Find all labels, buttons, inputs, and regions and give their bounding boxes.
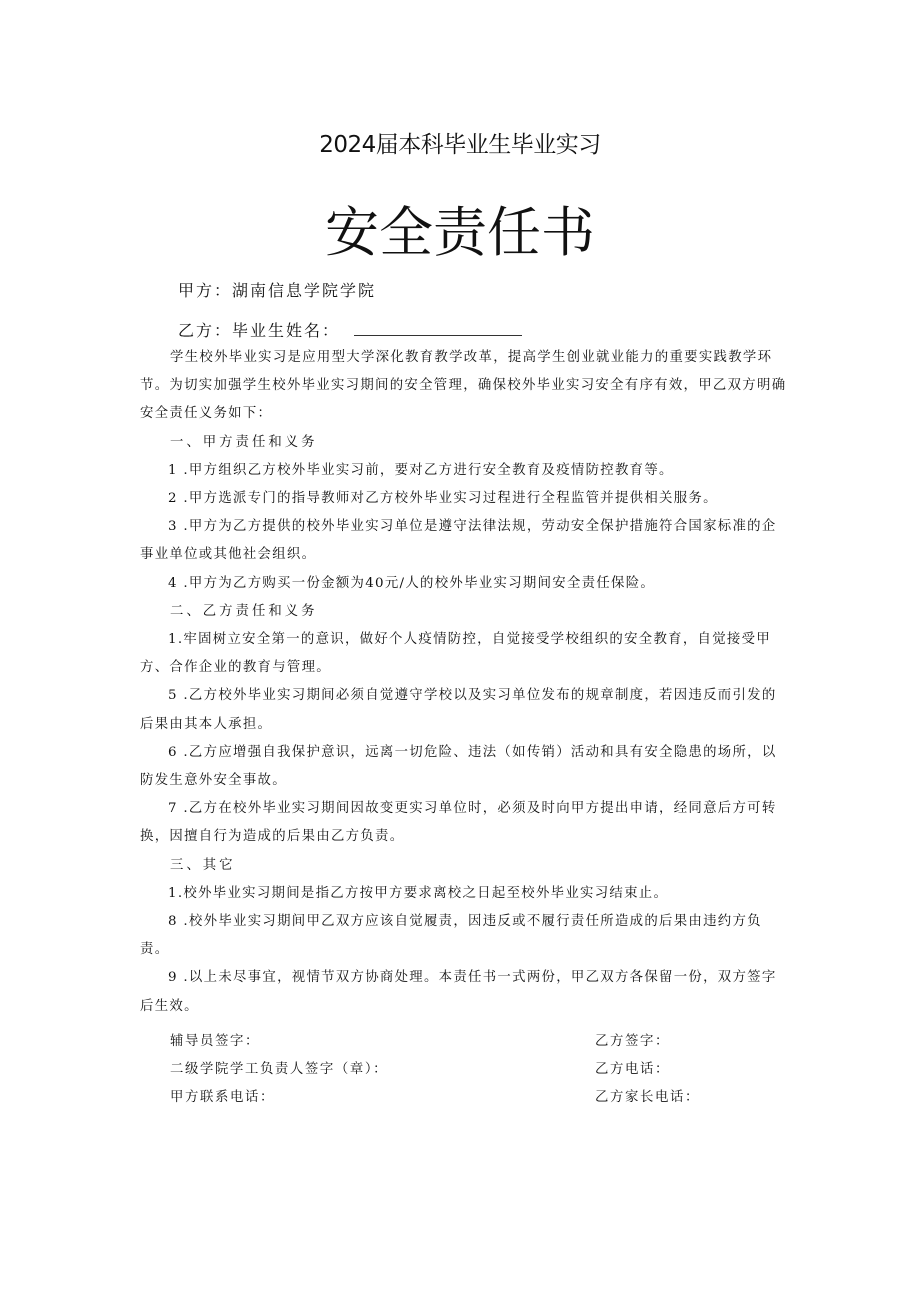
party-b-line bbox=[178, 318, 522, 341]
list-item: 1.校外毕业实习期间是指乙方按甲方要求离校之日起至校外毕业实习结束止。 bbox=[168, 885, 669, 901]
signature-row-3 bbox=[170, 1086, 730, 1105]
document-title: 安全责任书 bbox=[325, 201, 595, 264]
document-subtitle: 2024届本科毕业生毕业实习 bbox=[319, 132, 601, 158]
party-b-label: 乙方：毕业生姓名： bbox=[178, 321, 341, 340]
list-item: 8 .校外毕业实习期间甲乙双方应该自觉履责，因违反或不履行责任所造成的后果由违约方负责。 bbox=[140, 914, 762, 958]
section-heading-party-a: 一、甲方责任和义务 bbox=[170, 434, 318, 450]
dept-head-signature-label: 二级学院学工负责人签字（章）： bbox=[170, 1062, 389, 1077]
party-b-signature-label: 乙方签字： bbox=[595, 1034, 670, 1049]
list-item: 5 .乙方校外毕业实习期间必须自觉遵守学校以及实习单位发布的规章制度，若因违反而引发的后果由其本人承担。 bbox=[140, 688, 777, 732]
party-b-phone-label: 乙方电话： bbox=[595, 1062, 670, 1077]
list-item: 1.牢固树立安全第一的意识，做好个人疫情防控，自觉接受学校组织的安全教育，自觉接受甲方、合作企业的教育与管理。 bbox=[140, 632, 771, 676]
party-a-phone-label: 甲方联系电话： bbox=[170, 1090, 275, 1105]
parent-phone-label: 乙方家长电话： bbox=[595, 1090, 700, 1105]
list-item: 9 .以上未尽事宜，视情节双方协商处理。本责任书一式两份，甲乙双方各保留一份，双方签字后生效。 bbox=[140, 970, 777, 1014]
list-item: 7 .乙方在校外毕业实习期间因故变更实习单位时，必须及时向甲方提出申请，经同意后方可转换，因擅自行为造成的后果由乙方负责。 bbox=[140, 801, 777, 845]
signature-row-2 bbox=[170, 1058, 730, 1077]
document-body bbox=[140, 344, 790, 1021]
intro-paragraph: 学生校外毕业实习是应用型大学深化教育教学改革，提高学生创业就业能力的重要实践教学环节。为切实加强学生校外毕业实习期间的安全管理，确保校外毕业实习安全有序有效，甲乙双方明确安全责任义务如下： bbox=[140, 350, 787, 422]
list-item: 1 .甲方组织乙方校外毕业实习前，要对乙方进行安全教育及疫情防控教育等。 bbox=[168, 462, 674, 478]
section-heading-other: 三、其它 bbox=[170, 857, 236, 873]
list-item: 6 .乙方应增强自我保护意识，远离一切危险、违法（如传销）活动和具有安全隐患的场所，以防发生意外安全事故。 bbox=[140, 744, 777, 789]
list-item: 4 .甲方为乙方购买一份金额为40元/人的校外毕业实习期间安全责任保险。 bbox=[168, 575, 656, 591]
section-heading-party-b: 二、乙方责任和义务 bbox=[170, 603, 318, 619]
signature-row-1 bbox=[170, 1030, 730, 1049]
counselor-signature-label: 辅导员签字： bbox=[170, 1034, 260, 1049]
list-item: 2 .甲方选派专门的指导教师对乙方校外毕业实习过程进行全程监管并提供相关服务。 bbox=[168, 491, 718, 507]
student-name-blank[interactable] bbox=[354, 321, 522, 336]
party-a-line: 甲方：湖南信息学院学院 bbox=[178, 281, 377, 300]
list-item: 3 .甲方为乙方提供的校外毕业实习单位是遵守法律法规，劳动安全保护措施符合国家标准的企事业单位或其他社会组织。 bbox=[140, 519, 777, 563]
